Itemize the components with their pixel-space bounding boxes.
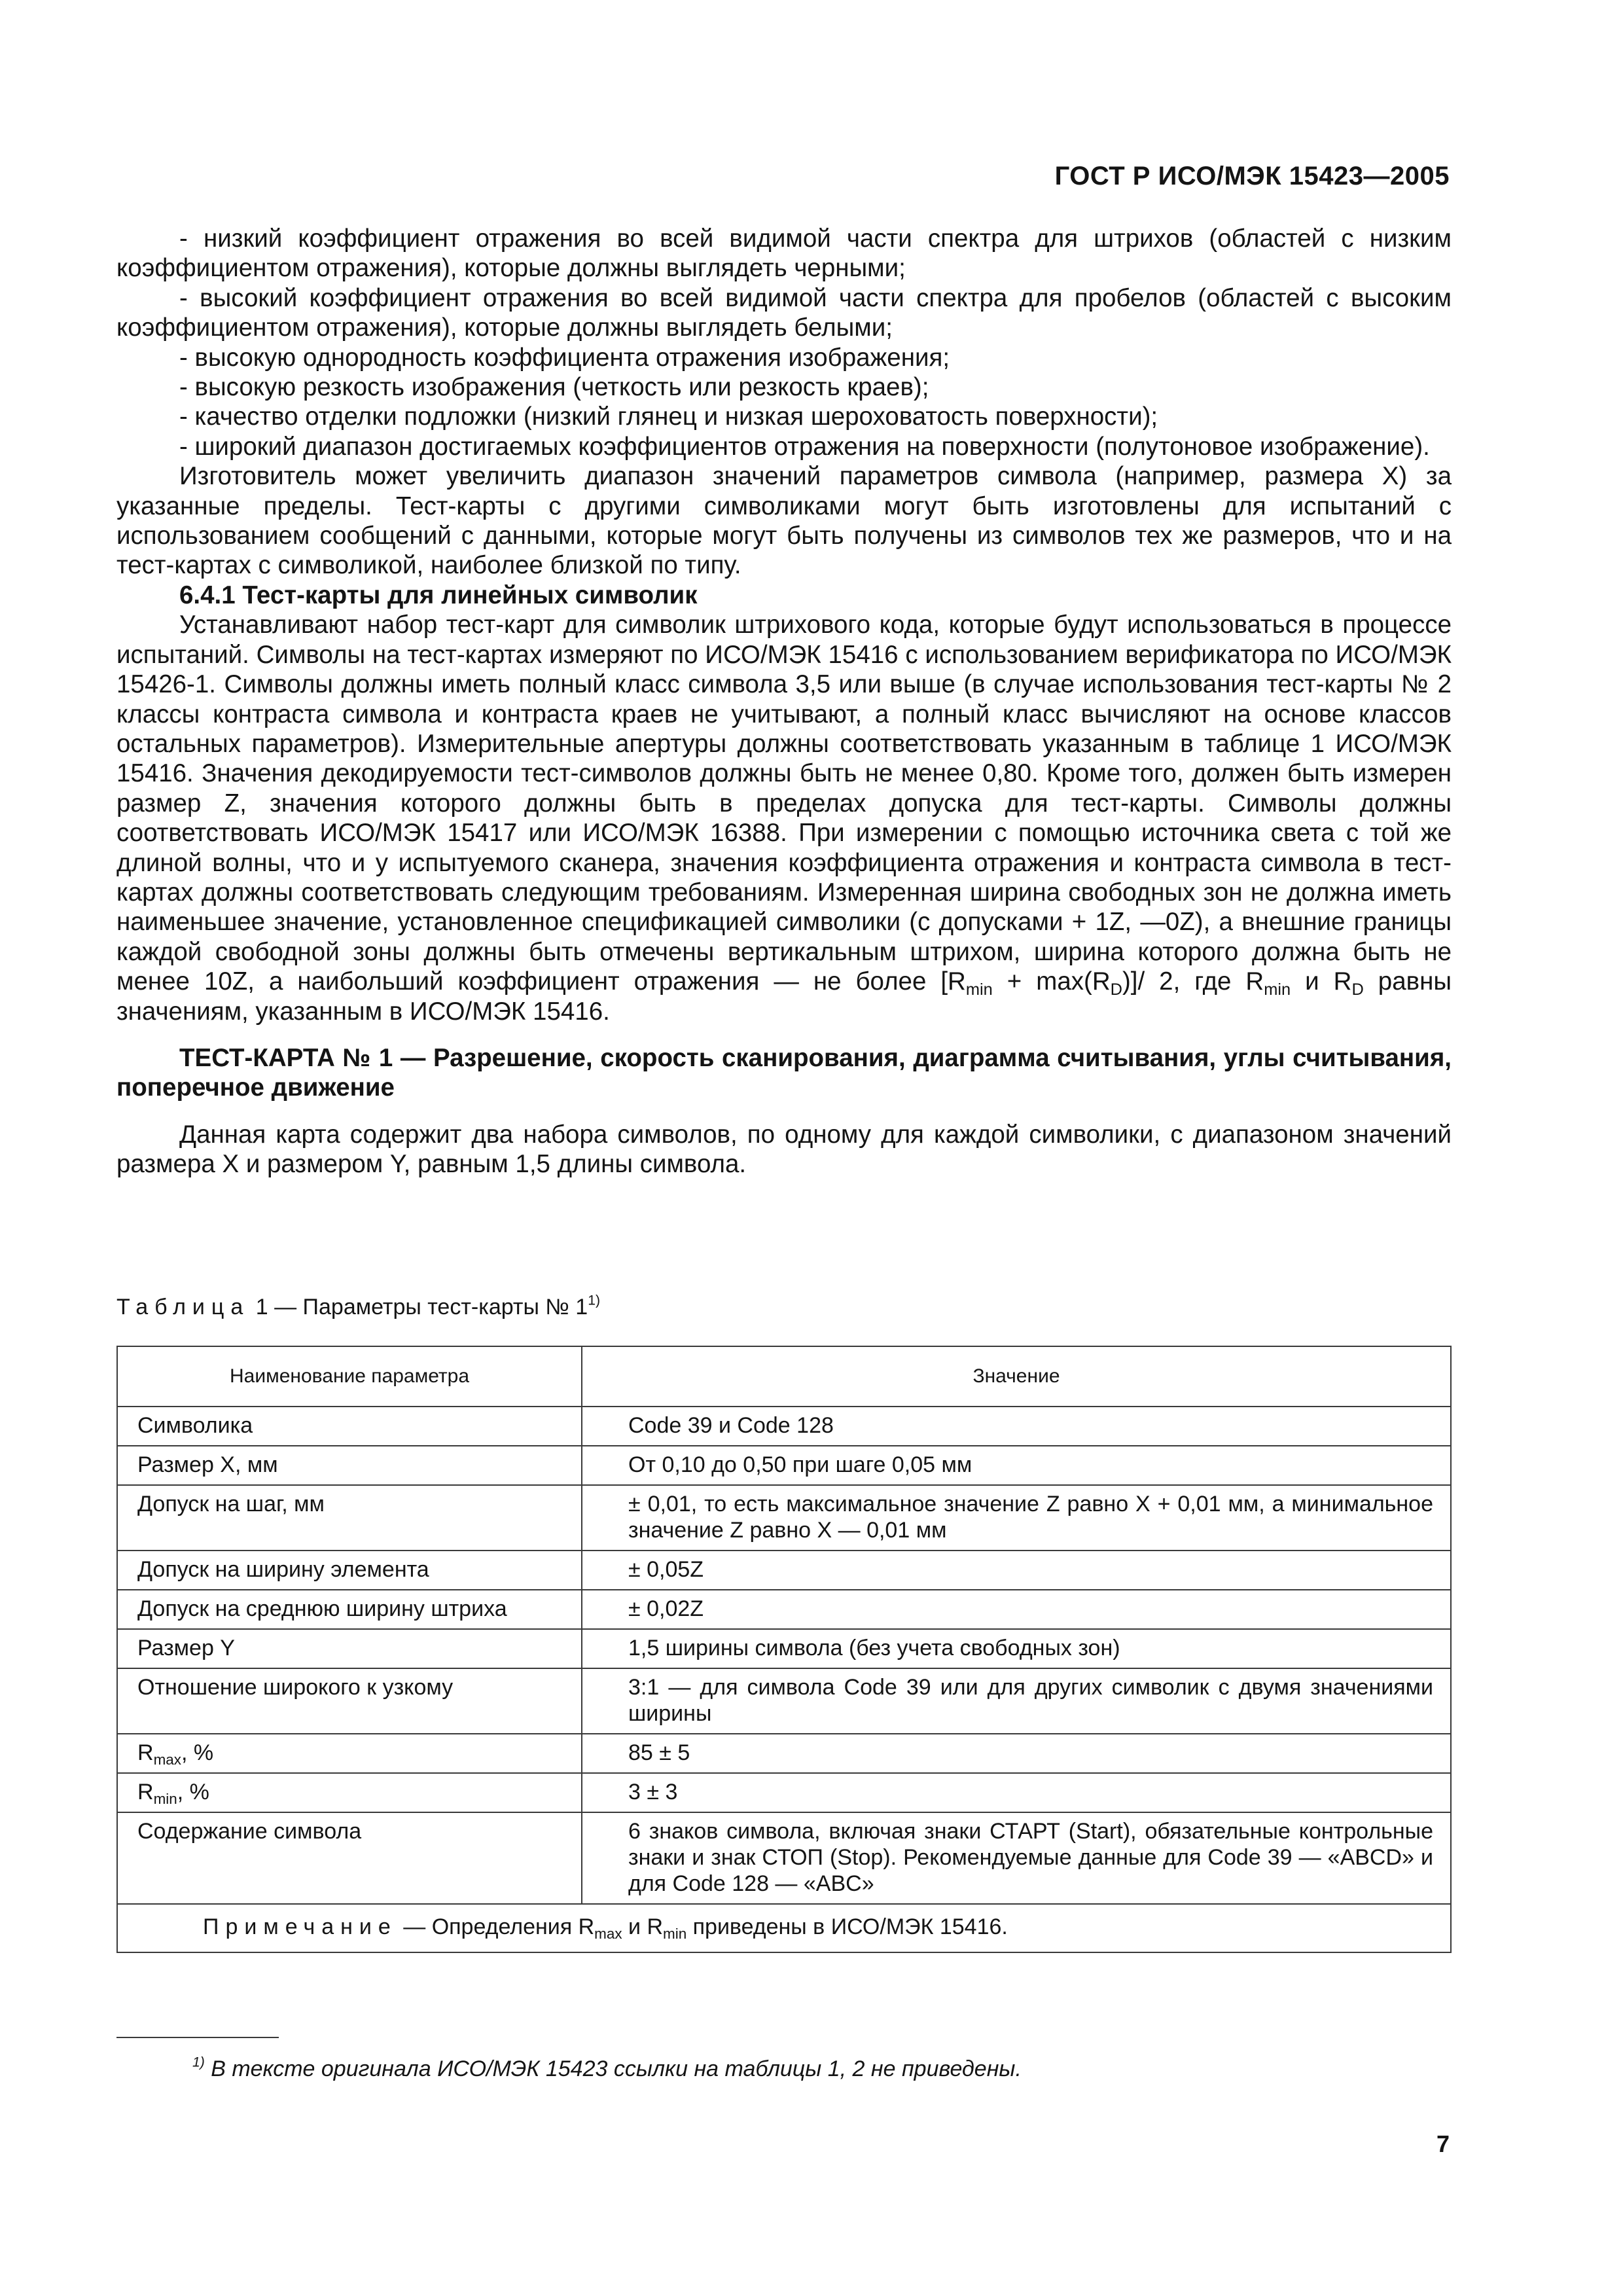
table-row bbox=[117, 1407, 1451, 1446]
parameter-name: Отношение широкого к узкому bbox=[117, 1668, 582, 1734]
parameter-value: 3 ± 3 bbox=[582, 1773, 1451, 1812]
table-row bbox=[117, 1551, 1451, 1590]
parameter-value: ± 0,01, то есть максимальное значение Z равно X + 0,01 мм, а минимальное значение Z равно X — 0,01 мм bbox=[582, 1485, 1451, 1551]
parameter-name: Допуск на ширину элемента bbox=[117, 1551, 582, 1590]
parameter-value: 85 ± 5 bbox=[582, 1734, 1451, 1773]
column-header-value: Значение bbox=[582, 1346, 1451, 1407]
bullet-low-reflectance: - низкий коэффициент отражения во всей видимой части спектра для штрихов (областей с низким коэффициентом отражения), которые должны выглядеть черными; bbox=[116, 224, 1452, 283]
bullet-high-reflectance: - высокий коэффициент отражения во всей видимой части спектра для пробелов (областей с высоким коэффициентом отражения), которые должны выглядеть белыми; bbox=[116, 283, 1452, 342]
subsection-heading: 6.4.1 Тест-карты для линейных символик bbox=[179, 581, 698, 609]
parameter-value: ± 0,05Z bbox=[582, 1551, 1451, 1590]
page-number: 7 bbox=[1436, 2130, 1450, 2157]
parameter-value: 1,5 ширины символа (без учета свободных зон) bbox=[582, 1629, 1451, 1668]
paragraph-manufacturer: Изготовитель может увеличить диапазон значений параметров символа (например, размера X) за указанные пределы. Тест-карты с другими символиками могут быть изготовлены для испытаний с использованием сообщений с данными, которые могут быть получены из символов тех же размеров, что и на тест-картах с символикой, наиболее близкой по типу. bbox=[116, 462, 1452, 580]
parameter-value: 3:1 — для символа Code 39 или для других символик с двумя значениями ширины bbox=[582, 1668, 1451, 1734]
bullet-uniformity: - высокую однородность коэффициента отражения изображения; bbox=[179, 343, 950, 372]
parameter-name: Содержание символа bbox=[117, 1812, 582, 1904]
parameter-name: Символика bbox=[117, 1407, 582, 1446]
parameter-value: Code 39 и Code 128 bbox=[582, 1407, 1451, 1446]
footnote-mark: 1) bbox=[588, 1293, 600, 1308]
table-note: Примечание — Определения $R_{max}$ и $R_{min}$ приведены в ИСО/МЭК 15416. bbox=[117, 1904, 1451, 1952]
parameter-value: 6 знаков символа, включая знаки СТАРТ (Start), обязательные контрольные знаки и знак СТОП (Stop). Рекомендуемые данные для Code 39 — «ABCD» и для Code 128 — «ABC» bbox=[582, 1812, 1451, 1904]
table-row bbox=[117, 1773, 1451, 1812]
table-row bbox=[117, 1485, 1451, 1551]
table-row bbox=[117, 1734, 1451, 1773]
column-header-name: Наименование параметра bbox=[117, 1346, 582, 1407]
parameters-table bbox=[116, 1346, 1452, 1953]
parameter-name: Размер X, мм bbox=[117, 1446, 582, 1485]
body-text bbox=[116, 224, 1452, 1179]
parameter-name: Допуск на шаг, мм bbox=[117, 1485, 582, 1551]
test-card-heading: ТЕСТ-КАРТА № 1 — Разрешение, скорость сканирования, диаграмма считывания, углы считывания, поперечное движение bbox=[116, 1043, 1452, 1102]
table-header-row bbox=[117, 1346, 1451, 1407]
parameter-value: ± 0,02Z bbox=[582, 1590, 1451, 1629]
footnote-divider bbox=[116, 2037, 279, 2038]
table-row bbox=[117, 1590, 1451, 1629]
table-row bbox=[117, 1812, 1451, 1904]
table-row bbox=[117, 1668, 1451, 1734]
footnote: $^{1)}$ В тексте оригинала ИСО/МЭК 15423 ссылки на таблицы 1, 2 не приведены. bbox=[192, 2054, 1022, 2081]
test-card-description: Данная карта содержит два набора символов, по одному для каждой символики, с диапазоном значений размера X и размером Y, равным 1,5 длины символа. bbox=[116, 1120, 1452, 1179]
parameter-value: От 0,10 до 0,50 при шаге 0,05 мм bbox=[582, 1446, 1451, 1485]
parameter-name: $R_{max}$, % bbox=[117, 1734, 582, 1773]
parameter-name: Размер Y bbox=[117, 1629, 582, 1668]
bullet-reflectance-range: - широкий диапазон достигаемых коэффициентов отражения на поверхности (полутоновое изображение). bbox=[179, 432, 1430, 461]
paragraph-linear-symbologies: Устанавливают набор тест-карт для символик штрихового кода, которые будут использоваться в процессе испытаний. Символы на тест-картах измеряют по ИСО/МЭК 15416 с использованием верификатора по ИСО/МЭК 15426-1. Символы должны иметь полный класс символа 3,5 или выше (в случае использования тест-карты № 2 классы контраста символа и контраста краев не учитывают, а полный класс вычисляют на основе классов остальных параметров). Измерительные апертуры должны соответствовать указанным в таблице 1 ИСО/МЭК 15416. Значения декодируемости тест-символов должны быть не менее 0,80. Кроме того, должен быть измерен размер Z, значения которого должны быть в пределах допуска для тест-карты. Символы должны соответствовать ИСО/МЭК 15417 или ИСО/МЭК 16388. При измерении с помощью источника света с той же длиной волны, что и у испытуемого сканера, значения коэффициента отражения и контраста символа в тест-картах должны соответствовать следующим требованиям. Измеренная ширина свободных зон не должна иметь наименьшее значение, установленное спецификацией символики (с допусками + 1Z, —0Z), а внешние границы каждой свободной зоны должны быть отмечены вертикальным штрихом, ширина которого должна быть не менее 10Z, а наибольший коэффициент отражения — не более $[R_{min} + \max(R_D)]/$ 2, где $R_{min}$ и $R_D$ равны значениям, указанным в ИСО/МЭК 15416. bbox=[116, 611, 1452, 1026]
parameter-name: Допуск на среднюю ширину штриха bbox=[117, 1590, 582, 1629]
table-caption: Таблица 1 — Параметры тест-карты № 1$^{1)}$ bbox=[116, 1293, 600, 1319]
table-row bbox=[117, 1446, 1451, 1485]
bullet-substrate-finish: - качество отделки подложки (низкий глянец и низкая шероховатость поверхности); bbox=[179, 403, 1158, 431]
parameter-name: $R_{min}$, % bbox=[117, 1773, 582, 1812]
table-note-row bbox=[117, 1904, 1451, 1952]
table-row bbox=[117, 1629, 1451, 1668]
document-code-header: ГОСТ Р ИСО/МЭК 15423—2005 bbox=[1054, 162, 1450, 190]
bullet-sharpness: - высокую резкость изображения (четкость или резкость краев); bbox=[179, 373, 929, 402]
